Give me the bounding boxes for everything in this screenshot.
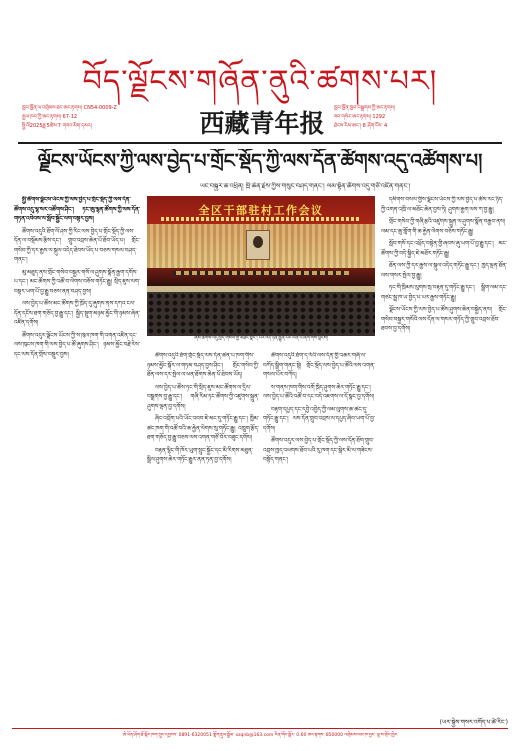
masthead-tibetan-title: བོད་ལྗོངས་གཞོན་ནུའི་ཚགས་པར། [82,64,438,99]
body-paragraph: སློབ་གསོ་དང་འཕྲོད་བསྟེན་གྱི་ཞབས་ཞུ་ཡག་པོ་བྱ་རྒྱུ་དང་། མང་ཚོགས་ཀྱི་བདེ་སྐྱིད་ཇེ་མཐོར་གཏོང་རྒྱུ། [381,241,507,257]
body-paragraph: ཚོགས་འདུའི་ཐོག་ལོ་ཤས་ཀྱི་རིང་ལས་བྱེད་པ་གྲོང་སྡོད་ཀྱི་ལས་དོན་ལ་བསྡོམས་རྩིས་དང་། གྲུབ་འབྲས་ཆེན་པོ་ཐོབ་ཡོད་པ། གྲོང་གསེབ་ཀྱི་དར་རྒྱས་ལ་སྐུལ་འདེད་ཐེབས་ཡོད་པ་བཅས་གསལ་བཤད་གནང་། [14,228,140,263]
masthead-rule [18,142,502,144]
masthead-chinese-title: 西藏青年报 [199,109,325,138]
masthead-left-meta [22,104,192,131]
article-column-2 [147,352,259,716]
body-paragraph: ཐོན་ལས་ཀྱི་དར་རྒྱས་ལ་སྐུལ་འདེད་གཏོང་རྒྱུ་དང་། ཁྱད་ལྡན་ཐོན་ལས་གསར་སྤེལ་བྱ་རྒྱུ། [381,263,507,279]
news-photo [147,196,375,348]
body-paragraph: ས་གནས་ཁག་གིས་འགོ་ཁྲིད་ཤུགས་ཆེར་གཏོང་རྒྱུ་དང་། ལས་བྱེད་པ་ཚོའི་འཚོ་བ་དང་བདེ་འཇགས་ལ་དོ་སྣང་བྱ་དགོས། [263,384,375,400]
meta-line: རྒྱལ་ཁབ་ཀྱི་ཨང་རྟགས། 67-12 [22,114,78,120]
meta-line: ཁྱབ་ཁྱོན་ཁྱབ་བསྒྲགས་ཀྱི་ཨང་རྟགས། [334,105,396,111]
body-paragraph: ཚོགས་འདུར་ལས་བྱེད་པ་གྲོང་སྡོད་ཀྱི་ལས་དོན་ཐོག་གྲུབ་འབྲས་ཁྱད་འཕགས་ཐོབ་པའི་རུ་ཁག་དང་སྒེར་མི་ལ་གཟེངས་བསྟོད་གནང་། [263,438,374,463]
photo-audience [147,292,375,336]
masthead [0,0,520,150]
body-paragraph: མུ་མཐུད་ནས་གྲོང་གསེབ་བསྐྱར་གསོ་ལ་ཤུགས་སྣོན་རྒྱག་དགོས་པ་དང་། མང་ཚོགས་ཀྱི་འཚོ་བ་ལེགས་བཅོས་གཏོང་རྒྱུ། སྲིད་ཇུས་ལག་བསྟར་ཡག་པོ་བྱ་རྒྱུ་བཅས་ནན་བཤད་བྱས། [14,269,140,295]
photo-banner-text: 全区干部驻村工作会议 [198,204,324,217]
body-paragraph: དམིགས་བསལ་གྱིས་ལྗོངས་ཡོངས་ཀྱི་ལས་བྱེད་པ་ཚོས་རང་ཉིད་ཀྱི་འགན་འཁྲི་ལ་མཐོང་ཆེན་བྱས་ཏེ། ཤུགས་རྒྱག་ལས་ཀ་བྱ་རྒྱུ། [381,197,504,213]
body-paragraph: གྲོང་གསེབ་ཀྱི་གཞི་རྩའི་འཛུགས་སྐྲུན་ལ་ཤུགས་སྣོན་བརྒྱབ་ནས། ལམ་དང་ཆུ་གློག་གི་ཆ་རྐྱེན་ལེགས་བཅོས་གཏོང་རྒྱུ། [381,219,506,235]
body-paragraph: ཞིང་འབྲོག་པའི་ཡོང་འབབ་ཇེ་མང་དུ་གཏོང་རྒྱུ་དང་། ཁྱིམ་ཚང་ཁག་གི་འཚོ་བའི་ཆ་རྐྱེན་ལེགས་སུ་གཏོང་རྒྱུ། འཁྲུག་རྩོད་ཐག་གཅོད་བྱ་རྒྱུ་བཅས་ལས་འགན་གཙོ་བོར་བཟུང་དགོས། [147,416,259,441]
article-column-4 [381,196,507,716]
photo-banner-subline [161,217,361,221]
photo-dais-row [173,271,349,275]
meta-line: སྤྱི་ལོ2025ཟླ་5ཚེས་7 གཟའ་མིག་དམར། [22,123,92,129]
meta-line: ཁྱབ་ཁྱོན་ལ་འགྲེམས་ཐང་ཨང་རྟགས། CN54-0009-Z [22,105,117,111]
article-column-1 [14,196,140,716]
body-paragraph: ཚོགས་འདུའི་ཐོག་ད་ལོའི་ལས་དོན་གྱི་འཆར་གཞི་ལ་བཀོད་སྒྲིག་གནང་སྟེ། གྲོང་སྡོད་ལས་བྱེད་པ་ཚོའི་ལས་འགན་གསལ་པོར་བཀོད། [263,353,375,378]
body-paragraph: ལས་བྱེད་པ་ཚོས་ཏང་གི་སྲིད་ཇུས་མང་ཚོགས་ལ་དྲིལ་བསྒྲགས་བྱ་རྒྱུ་དང་། གཞི་རིམ་ཏང་ཚོགས་ཀྱི་འཛུགས་སྐྲུན་ཤུགས་ལྡན་བྱ་དགོས། [147,384,259,410]
lead-paragraph: སྤྱི་ཚོགས་ལྗོངས་ཡོངས་ཀྱི་ལས་བྱེད་པ་གྲོང་སྡོད་ཀྱི་ལས་དོན་ཚོགས་འདུ་ལྷ་སར་འཚོགས་ཤིང་། ཏང་ཨུ་ལྷན་ཚོགས་ཀྱི་ལས་དོན་གཏན་འབེབས་ལ་སློབ་སྦྱོང་ལག་བསྟར་བྱས། [14,197,140,222]
body-paragraph: བརྟན་ལྷིང་གི་ཁོར་ཡུག་སྲུང་སྐྱོང་དང་མི་རིགས་མཐུན་སྒྲིལ་ཤུགས་ཆེར་གཏོང་རྒྱུར་ནན་ཏན་བྱ་དགོས། [147,447,253,463]
article-subhead: ཡང་བསྐྱར་ཆ་འཕྲིན། ཁྲི་ཆེན་རྗེས་ཀྱིས་གསུང་བཤད་གནང་། ལམ་སྟོན་ཚོགས་འདུ་གཙོ་འཛིན་གནང་། [199,182,411,190]
body-paragraph: ལས་བྱེད་པ་ཚོས་མང་ཚོགས་ཀྱི་ཁྲོད་དུ་ཞུགས་ནས་དཀའ་ངལ་དོན་དངོས་ཐག་གཅོད་བྱ་རྒྱུ་དང་། སྐྱིད་སྡུག་མཉམ་མྱོང་གི་ཉམས་ཞེན་འཛིན་དགོས། [14,301,140,326]
masthead-right-meta [334,104,504,131]
footer-info: ཨེ་ཕོན་ཤོག་ཐོ་སྐོར་ཁག་ཀྲུང་དབྱངས་ 0891-6320051 གློག་རྡུལ་སྒྲོམ་ xzqnb@163.com རིན་གོང་སྒོར་ 0.60 ཨང་རྟགས་ 850000 འགྲེམས་ལམ་ཁ་བྱང་ ལྷ་ས་གྲོང་ཁྱེར [122,733,398,738]
article-column-3 [263,352,375,716]
body-paragraph: ཏང་གི་ཁྲིམས་ལུགས་སྲ་བརྟན་དུ་གཏོང་རྒྱུ་དང་། སྒྲིག་ལམ་དང་གཙང་སྦྲ་ཁ་ཡ་བྱེད་པ་ཡར་རྒྱས་གཏོང་རྒྱུ། [381,285,507,301]
meta-line: ཟབ་གསེར་ཨང་རྟགས། 1292 [334,114,386,120]
body-paragraph: བརྟག་དཔྱད་དང་དབྱེ་འབྱེད་ཀྱི་ལམ་ལུགས་ཆ་ཚང་དུ་གཏོང་རྒྱུ་དང་། ལས་དོན་གྲུབ་འབྲས་ལ་དཔྱད་ཞིབ་ཡག་པོ་བྱ་དགོས། [263,406,375,432]
article-headline: ལྗོངས་ཡོངས་ཀྱི་ལས་བྱེད་པ་གྲོང་སྡོད་ཀྱི་ལས་དོན་ཚོགས་འདུ་འཚོགས་པ། [37,150,483,172]
article-byline: (ཡར་སྐྱེས་གསར་འགོད་པ་ཚེ་རིང་) [439,719,508,726]
meta-line: ཐེངས་རིམ་ཨང་། 8 ཤོག་ངོས་ 4 [334,123,388,129]
body-paragraph: ཚོགས་འདུའི་ཐོག་གྲོང་སྡོད་ལས་དོན་ཚན་པ་ཁག་གིས་ཉམས་མྱོང་སྐོར་ལ་གཏམ་བཤད་བྱས་ཤིང་། གྲོང་གསེབ་ཀྱི་ཐོན་ལས་དར་སྤེལ་ལ་ཕན་ཐོགས་ཆེན་པོ་ཐེབས་ཡོད། [147,353,259,378]
portrait-image [246,230,270,260]
body-paragraph: ལྗོངས་ཡོངས་ཀྱི་ལས་བྱེད་པ་ཚོས་ཤུགས་ཆེན་བསྐྱེད་ནས། གྲོང་གསེབ་བསྐྱར་གསོའི་ལས་དོན་ལ་གསར་གཏོད་ཀྱི་གྲུབ་འབྲས་ཐོབ་ཐབས་བྱ་དགོས། [381,307,507,332]
footer-rule [12,728,508,729]
body-paragraph: ཚོགས་འདུར་ལྗོངས་ཡོངས་ཀྱི་ས་ཁུལ་ཁག་གི་འགན་འཛིན་དང་ལས་ཁུངས་ཁག་གི་ལས་བྱེད་པ་ཚོ་ཞུགས་ཤིང་། ཉམས་མྱོང་བརྗེ་རེས་དང་ལས་དོན་གྲོས་བསྡུར་བྱས། [14,332,140,358]
photo-caption: ཞེས་ཚོགས་འདུ་ཁྱད་གསལ་གྱི་མཐོང་སྣང་། པར་འདི་ཉིན་རྒྱུན་པར་ལེན་པ་ཞིག་གིས་བླངས། [147,336,375,348]
